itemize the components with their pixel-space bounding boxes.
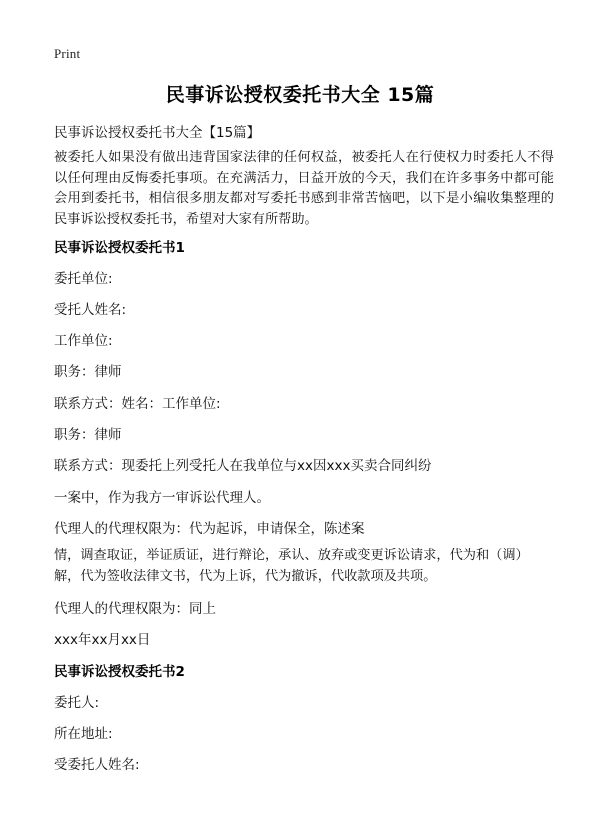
section-1-heading: 民事诉讼授权委托书1 <box>54 240 185 256</box>
print-label: Print <box>54 46 81 61</box>
section-1-line: 代理人的代理权限为：代为起诉，申请保全，陈述案 <box>54 521 365 537</box>
section-1-line: 代理人的代理权限为：同上 <box>54 601 216 617</box>
section-1-line: 委托单位: <box>54 271 113 287</box>
document-title: 民事诉讼授权委托书大全 15篇 <box>165 84 435 106</box>
section-1-line: 联系方式：姓名：工作单位: <box>54 396 221 412</box>
section-1-line: 职务：律师 <box>54 427 122 443</box>
section-1-line: 一案中，作为我方一审诉讼代理人。 <box>54 490 270 506</box>
section-1-line: 联系方式：现委托上列受托人在我单位与xx因xxx买卖合同纠纷 <box>54 458 432 474</box>
section-2-line: 所在地址: <box>54 726 113 742</box>
section-1-paragraph: 情，调查取证，举证质证，进行辩论，承认、放弃或变更诉讼请求，代为和（调）解，代为签收法律文书，代为上诉，代为撤诉，代收款项及共项。 <box>54 548 529 584</box>
section-2-line: 受委托人姓名: <box>54 757 140 773</box>
section-2-line: 委托人: <box>54 695 100 711</box>
section-1-line: 受托人姓名: <box>54 302 127 318</box>
section-2-heading: 民事诉讼授权委托书2 <box>54 664 185 680</box>
section-1-line: 工作单位: <box>54 333 113 349</box>
document-subtitle: 民事诉讼授权委托书大全【15篇】 <box>54 125 261 141</box>
section-1-date: xxx年xx月xx日 <box>54 632 151 648</box>
intro-paragraph: 被委托人如果没有做出违背国家法律的任何权益，被委托人在行使权力时委托人不得以任何理由反悔委托事项。在充满活力，日益开放的今天，我们在许多事务中都可能会用到委托书，相信很多朋友都对写委托书感到非常苦恼吧，以下是小编收集整理的民事诉讼授权委托书，希望对大家有所帮助。 <box>54 150 554 227</box>
section-1-line: 职务：律师 <box>54 364 122 380</box>
